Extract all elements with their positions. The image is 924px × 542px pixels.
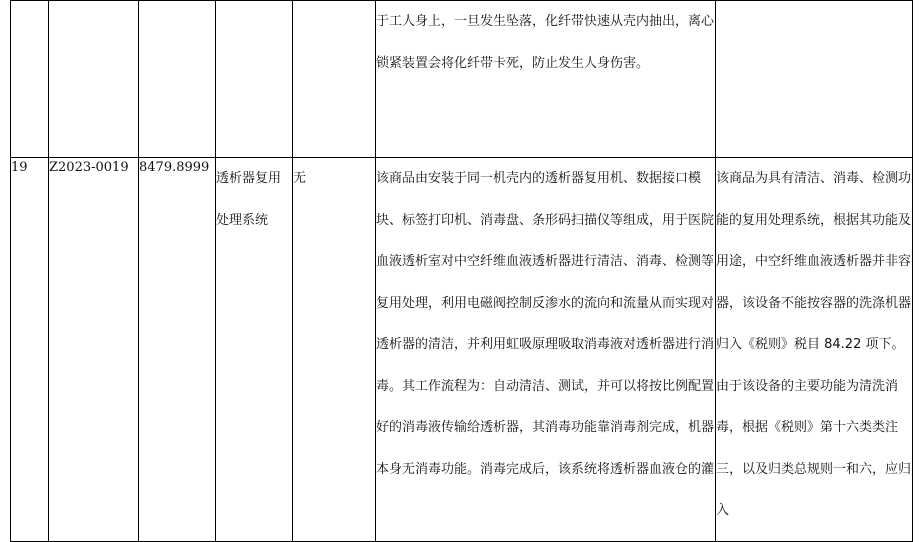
cell-index: 19 [11, 158, 49, 542]
cell-hs-code: 8479.8999 [139, 158, 216, 542]
cell-alias: 无 [293, 158, 376, 542]
cell-description: 该商品由安装于同一机壳内的透析器复用机、数据接口模块、标签打印机、消毒盘、条形码扫描仪等组成，用于医院血液透析室对中空纤维血液透析器进行清洁、消毒、检测等复用处理，利用电磁阀控制反渗水的流向和流量从而实现对透析器的清洁，并利用虹吸原理吸取消毒液对透析器进行消毒。其工作流程为：自动清洁、测试，并可以将按比例配置好的消毒液传输给透析器，其消毒功能靠消毒剂完成，机器本身无消毒功能。消毒完成后，该系统将透析器血液仓的灌 [376, 158, 716, 542]
classification-table [10, 0, 913, 542]
cell-hs-empty [139, 1, 216, 158]
table-row [11, 158, 913, 542]
cell-code: Z2023-0019 [49, 158, 139, 542]
description-continued-text: 于工人身上，一旦发生坠落，化纤带快速从壳内抽出，离心锁紧装置会将化纤带卡死，防止发生人身伤害。 [376, 14, 715, 71]
cell-reason: 该商品为具有清洁、消毒、检测功能的复用处理系统，根据其功能及用途，中空纤维血液透析器并非容器，该设备不能按容器的洗涤机器归入《税则》税目 84.22 项下。由于该设备的主要功能为清洗消毒，根据《税则》第十六类类注三，以及归类总规则一和六，应归入 [716, 158, 913, 542]
cell-code-empty [49, 1, 139, 158]
cell-name: 透析器复用处理系统 [216, 158, 293, 542]
cell-description-continued [376, 1, 716, 158]
cell-alias-empty [293, 1, 376, 158]
cell-name-empty [216, 1, 293, 158]
table-row-continued [11, 1, 913, 158]
cell-index-empty [11, 1, 49, 158]
cell-reason-empty [716, 1, 913, 158]
